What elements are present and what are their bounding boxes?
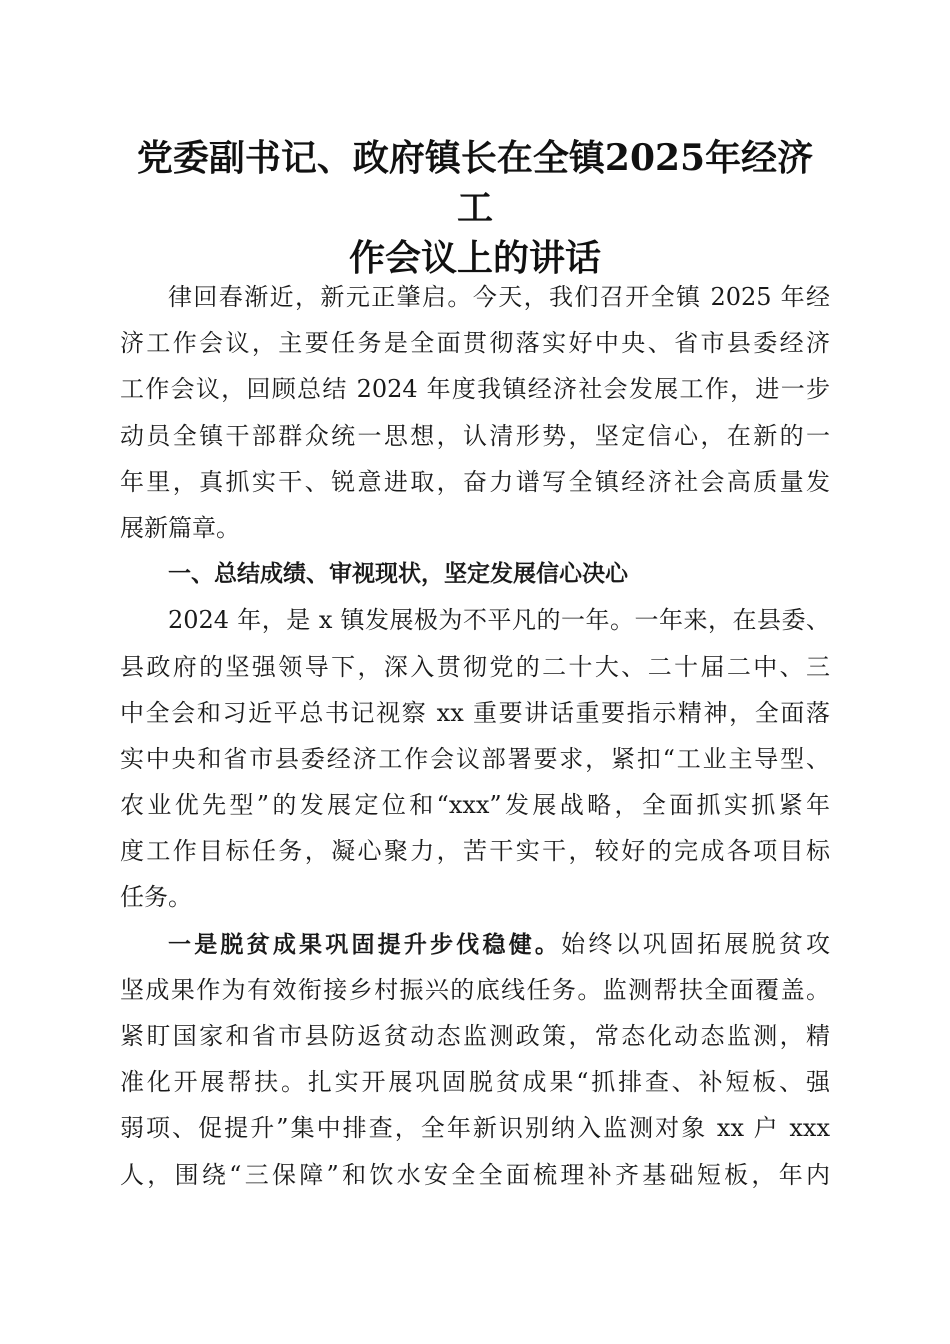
text-line: 动员全镇干部群众统一思想，认清形势，坚定信心，在新的一 bbox=[120, 421, 830, 450]
title-line: 党委副书记、政府镇长在全镇2025年经济工 bbox=[136, 137, 814, 229]
text-line: 律回春渐近，新元正肇启。今天，我们召开全镇 2025 年经 bbox=[168, 283, 830, 311]
text-line bbox=[120, 921, 830, 967]
text-line: 济工作会议，主要任务是全面贯彻落实好中央、省市县委经济 bbox=[120, 329, 830, 358]
paragraph-intro bbox=[120, 274, 830, 551]
title-line: 作会议上的讲话 bbox=[348, 237, 601, 279]
text-line: 人，围绕“三保障”和饮水安全全面梳理补齐基础短板，年内 bbox=[120, 1160, 830, 1189]
paragraph-poverty bbox=[120, 921, 830, 1198]
text-line: 弱项、促提升”集中排查，全年新识别纳入监测对象 xx 户 xxx bbox=[120, 1114, 830, 1143]
text-line: 准化开展帮扶。扎实开展巩固脱贫成果“抓排查、补短板、强 bbox=[120, 1068, 830, 1097]
text-line: 紧盯国家和省市县防返贫动态监测政策，常态化动态监测，精 bbox=[120, 1022, 830, 1050]
text-line: 农业优先型”的发展定位和“xxx”发展战略，全面抓实抓紧年 bbox=[120, 791, 830, 820]
text-line: 度工作目标任务，凝心聚力，苦干实干，较好的完成各项目标 bbox=[120, 837, 830, 866]
text-line: 中全会和习近平总书记视察 xx 重要讲话重要指示精神，全面落 bbox=[120, 698, 830, 727]
text-line: 县政府的坚强领导下，深入贯彻党的二十大、二十届二中、三 bbox=[120, 652, 830, 681]
document-body bbox=[120, 274, 830, 1198]
text-line: 实中央和省市县委经济工作会议部署要求，紧扣“工业主导型、 bbox=[120, 744, 830, 773]
text-line: 坚成果作为有效衔接乡村振兴的底线任务。监测帮扶全面覆盖。 bbox=[120, 975, 830, 1004]
paragraph-summary bbox=[120, 597, 830, 920]
text-line: 任务。 bbox=[120, 883, 192, 912]
paragraph-lead-bold: 一是脱贫成果巩固提升步伐稳健。 bbox=[168, 931, 562, 958]
document-title bbox=[120, 133, 830, 283]
paragraph-lead-rest: 始终以巩固拓展脱贫攻 bbox=[561, 929, 830, 958]
text-line: 年里，真抓实干、锐意进取，奋力谱写全镇经济社会高质量发 bbox=[120, 467, 830, 496]
section-heading: 一、总结成绩、审视现状，坚定发展信心决心 bbox=[168, 561, 628, 588]
text-line: 展新篇章。 bbox=[120, 513, 240, 542]
text-line: 2024 年，是 x 镇发展极为不平凡的一年。一年来，在县委、 bbox=[168, 606, 830, 635]
text-line: 工作会议，回顾总结 2024 年度我镇经济社会发展工作，进一步 bbox=[120, 375, 830, 404]
